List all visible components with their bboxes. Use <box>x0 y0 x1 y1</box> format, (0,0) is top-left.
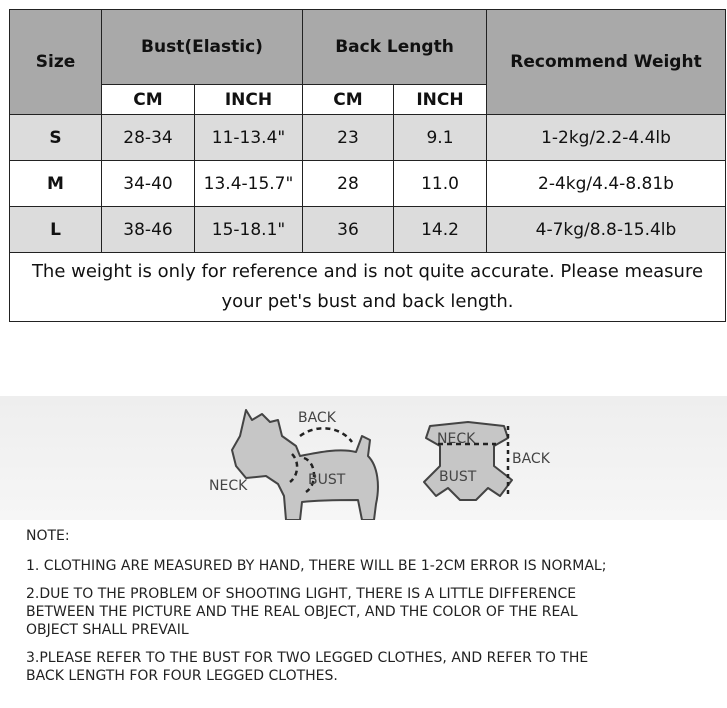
unit-back-cm: CM <box>303 85 394 115</box>
unit-back-inch: INCH <box>394 85 487 115</box>
table-header-row <box>10 10 726 85</box>
table-row <box>10 161 726 207</box>
garment-bust-label: BUST <box>439 469 477 485</box>
note-item-3: 3.PLEASE REFER TO THE BUST FOR TWO LEGGED CLOTHES, AND REFER TO THE BACK LENGTH FOR FOUR LEGGED CLOTHES. <box>26 650 589 684</box>
bust-cm-cell: 38-46 <box>102 207 195 253</box>
back-inch-cell: 11.0 <box>394 161 487 207</box>
back-cm-cell: 36 <box>303 207 394 253</box>
bust-cm-cell: 34-40 <box>102 161 195 207</box>
bust-inch-cell: 13.4-15.7" <box>195 161 303 207</box>
dog-back-measure <box>300 428 352 442</box>
bust-cm-cell: 28-34 <box>102 115 195 161</box>
header-size: Size <box>10 10 102 115</box>
table-footnote-row <box>10 253 726 322</box>
dog-back-label: BACK <box>298 410 336 426</box>
dog-silhouette <box>232 410 378 520</box>
table-row <box>10 115 726 161</box>
back-inch-cell: 9.1 <box>394 115 487 161</box>
weight-cell: 1-2kg/2.2-4.4lb <box>487 115 726 161</box>
table-row <box>10 207 726 253</box>
measurement-diagram-svg <box>0 396 727 520</box>
back-cm-cell: 28 <box>303 161 394 207</box>
note-item-2: 2.DUE TO THE PROBLEM OF SHOOTING LIGHT, THERE IS A LITTLE DIFFERENCE BETWEEN THE PICTURE AND THE REAL OBJECT, AND THE COLOR OF THE REAL OBJECT SHALL PREVAIL <box>26 586 578 638</box>
weight-cell: 2-4kg/4.4-8.81b <box>487 161 726 207</box>
size-cell: M <box>10 161 102 207</box>
unit-bust-cm: CM <box>102 85 195 115</box>
back-cm-cell: 23 <box>303 115 394 161</box>
size-table <box>9 9 726 322</box>
note-item-1: 1. CLOTHING ARE MEASURED BY HAND, THERE WILL BE 1-2CM ERROR IS NORMAL; <box>26 558 607 574</box>
header-back-length: Back Length <box>303 10 487 85</box>
garment-back-label: BACK <box>512 451 550 467</box>
notes-section <box>26 527 716 695</box>
size-cell: L <box>10 207 102 253</box>
unit-bust-inch: INCH <box>195 85 303 115</box>
measurement-diagram <box>0 396 727 520</box>
header-bust: Bust(Elastic) <box>102 10 303 85</box>
dog-bust-label: BUST <box>308 472 346 488</box>
bust-inch-cell: 15-18.1" <box>195 207 303 253</box>
back-inch-cell: 14.2 <box>394 207 487 253</box>
notes-title: NOTE: <box>26 528 70 544</box>
header-recommend-weight: Recommend Weight <box>487 10 726 115</box>
weight-cell: 4-7kg/8.8-15.4lb <box>487 207 726 253</box>
garment-illustration <box>424 422 551 500</box>
table-footnote: The weight is only for reference and is not quite accurate. Please measure your pet's bust and back length. <box>10 253 726 322</box>
dog-illustration <box>209 410 378 520</box>
dog-neck-label: NECK <box>209 478 248 494</box>
size-cell: S <box>10 115 102 161</box>
garment-neck-label: NECK <box>437 431 476 447</box>
bust-inch-cell: 11-13.4" <box>195 115 303 161</box>
